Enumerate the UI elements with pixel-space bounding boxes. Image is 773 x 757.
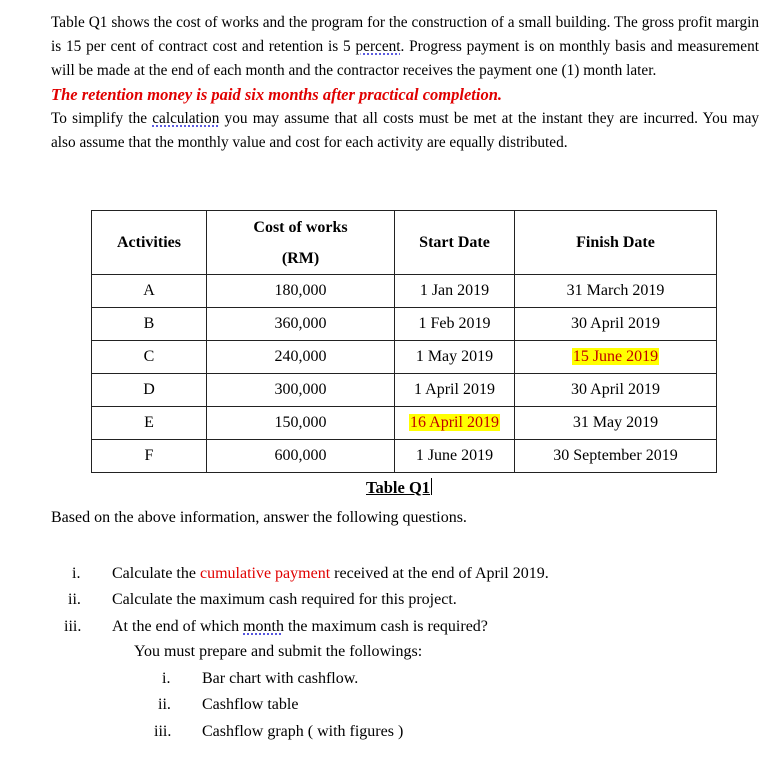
header-start-date: Start Date bbox=[395, 211, 515, 275]
cell-activity: B bbox=[92, 308, 207, 341]
table-row bbox=[92, 275, 717, 308]
cell-cost: 150,000 bbox=[207, 407, 395, 440]
cell-start: 1 June 2019 bbox=[395, 440, 515, 473]
retention-note: The retention money is paid six months after practical completion. bbox=[51, 85, 503, 104]
question-2: ii. Calculate the maximum cash required for this project. bbox=[68, 591, 457, 608]
cell-activity: F bbox=[92, 440, 207, 473]
cell-cost: 300,000 bbox=[207, 374, 395, 407]
sub-item-text: Cashflow graph ( with figures ) bbox=[202, 723, 404, 740]
cell-finish: 31 March 2019 bbox=[515, 275, 717, 308]
sub-item-number: iii. bbox=[154, 723, 172, 740]
table-row bbox=[92, 440, 717, 473]
intro-text bbox=[51, 11, 759, 155]
question-1: i. Calculate the cumulative payment received at the end of April 2019. bbox=[72, 565, 549, 582]
sub-item bbox=[0, 669, 773, 691]
question-3: iii. At the end of which month the maximum cash is required? bbox=[64, 618, 488, 635]
table-row bbox=[92, 374, 717, 407]
header-finish-date: Finish Date bbox=[515, 211, 717, 275]
cell-start: 1 Feb 2019 bbox=[395, 308, 515, 341]
header-cost-line2: (RM) bbox=[281, 249, 320, 267]
prepare-instruction: You must prepare and submit the followings: bbox=[134, 643, 423, 660]
table-caption: Table Q1 bbox=[366, 478, 431, 497]
cell-activity: A bbox=[92, 275, 207, 308]
cell-finish bbox=[515, 341, 717, 374]
instruction-text: Based on the above information, answer the following questions. bbox=[51, 509, 467, 526]
table-row bbox=[92, 341, 717, 374]
cell-cost: 360,000 bbox=[207, 308, 395, 341]
cell-finish: 31 May 2019 bbox=[515, 407, 717, 440]
sub-item-number: i. bbox=[162, 670, 171, 687]
cell-activity: E bbox=[92, 407, 207, 440]
cell-activity: D bbox=[92, 374, 207, 407]
question-number: ii. bbox=[68, 591, 81, 608]
table-header-row bbox=[92, 211, 717, 275]
cell-cost: 180,000 bbox=[207, 275, 395, 308]
sub-item-text: Cashflow table bbox=[202, 696, 299, 713]
intro-paragraph-1: Table Q1 shows the cost of works and the program for the construction of a small building. The gross profit margin is 15 per cent of contract cost and retention is 5 percent. Progress payment is on monthly basis and measurement will be made at the end of each month and the contractor receives the payment one (1) month later. bbox=[51, 14, 759, 79]
cell-finish: 30 April 2019 bbox=[515, 308, 717, 341]
month-word: month bbox=[243, 618, 284, 635]
table-row bbox=[92, 407, 717, 440]
question-number: iii. bbox=[64, 618, 82, 635]
header-cost bbox=[207, 211, 395, 275]
table-row bbox=[92, 308, 717, 341]
question-number: i. bbox=[72, 565, 81, 582]
cell-cost: 240,000 bbox=[207, 341, 395, 374]
header-cost-line1: Cost of works bbox=[253, 218, 348, 236]
cell-activity: C bbox=[92, 341, 207, 374]
sub-item bbox=[0, 722, 773, 744]
sub-item-number: ii. bbox=[158, 696, 171, 713]
highlighted-date: 16 April 2019 bbox=[410, 414, 499, 431]
cumulative-payment-term: cumulative payment bbox=[199, 565, 331, 582]
cell-start: 1 May 2019 bbox=[395, 341, 515, 374]
calculation-word: calculation bbox=[152, 110, 220, 127]
cell-start: 1 Jan 2019 bbox=[395, 275, 515, 308]
header-activities: Activities bbox=[92, 211, 207, 275]
cell-start bbox=[395, 407, 515, 440]
sub-item bbox=[0, 695, 773, 717]
highlighted-date: 15 June 2019 bbox=[572, 348, 659, 365]
text-cursor bbox=[431, 478, 432, 495]
cell-cost: 600,000 bbox=[207, 440, 395, 473]
cell-finish: 30 September 2019 bbox=[515, 440, 717, 473]
cell-start: 1 April 2019 bbox=[395, 374, 515, 407]
percent-word: percent bbox=[355, 38, 401, 55]
sub-item-text: Bar chart with cashflow. bbox=[202, 670, 359, 687]
cell-finish: 30 April 2019 bbox=[515, 374, 717, 407]
cost-of-works-table bbox=[91, 210, 717, 473]
intro-paragraph-2: To simplify the calculation you may assume that all costs must be met at the instant they are incurred. You may also assume that the monthly value and cost for each activity are equally distributed. bbox=[51, 110, 760, 151]
